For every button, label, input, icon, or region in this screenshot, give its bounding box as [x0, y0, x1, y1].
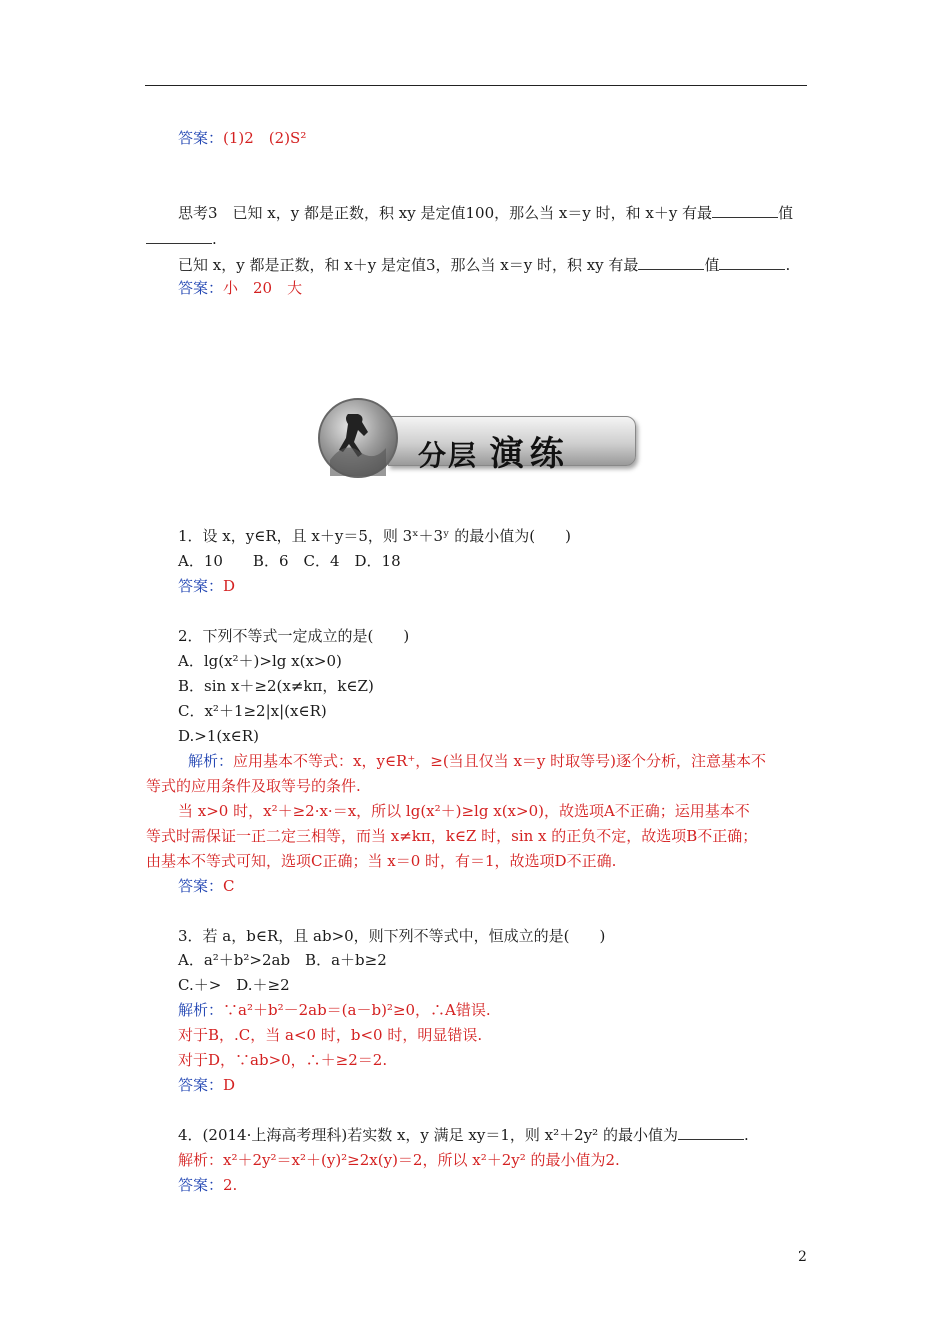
q1-options: A．10 B．6 C．4 D．18: [178, 552, 401, 570]
q3-options-cd: C.＋> D.＋≥2: [178, 976, 290, 994]
q3-options-ab: A．a²＋b²>2ab B．a＋b≥2: [178, 951, 387, 969]
q3-stem: 3．若 a，b∈R，且 ab>0，则下列不等式中，恒成立的是( ): [178, 927, 606, 945]
q4-solution: 解析：x²＋2y²＝x²＋(y)²≥2x(y)＝2，所以 x²＋2y² 的最小值为2.: [178, 1151, 620, 1169]
fill-blank: [146, 229, 212, 244]
think3-line1: 思考3 已知 x，y 都是正数，积 xy 是定值100，那么当 x＝y 时，和 x＋y 有最 值: [178, 204, 794, 222]
fill-blank: [719, 255, 785, 270]
q2-option-a: A．lg(x²＋)>lg x(x>0): [178, 652, 342, 670]
q2-answer: 答案：C: [178, 877, 235, 895]
q1-stem: 1．设 x，y∈R，且 x＋y＝5，则 3ˣ＋3ʸ 的最小值为( ): [178, 527, 571, 545]
q2-option-d: D.>1(x∈R): [178, 727, 259, 745]
section-banner: [318, 398, 632, 476]
page-number: 2: [798, 1249, 807, 1265]
q3-solution-1: 解析：∵a²＋b²－2ab＝(a－b)²≥0，∴A错误.: [178, 1001, 491, 1019]
q2-solution-1: 解析：应用基本不等式：x，y∈R⁺，≥(当且仅当 x＝y 时取等号)逐个分析，注意基本不: [188, 752, 767, 770]
q2-stem: 2．下列不等式一定成立的是( ): [178, 627, 410, 645]
fill-blank: [678, 1125, 744, 1140]
header-rule: [145, 85, 807, 86]
q2-solution-5: 由基本不等式可知，选项C正确；当 x＝0 时，有＝1，故选项D不正确.: [146, 852, 617, 870]
q4-stem: 4．(2014·上海高考理科)若实数 x，y 满足 xy＝1，则 x²＋2y² 的最小值为 .: [178, 1126, 749, 1144]
fill-blank: [712, 203, 778, 218]
banner-title: 分层 演练: [418, 434, 570, 474]
q2-solution-2: 等式的应用条件及取等号的条件.: [146, 777, 361, 795]
q3-answer: 答案：D: [178, 1076, 236, 1094]
q2-solution-4: 等式时需保证一正二定三相等，而当 x≠kπ，k∈Z 时，sin x 的正负不定，故选项B不正确；: [146, 827, 758, 845]
q2-solution-3: 当 x>0 时，x²＋≥2·x·＝x，所以 lg(x²＋)≥lg x(x>0)，故选项A不正确；运用基本不: [178, 802, 750, 820]
fill-blank: [638, 255, 704, 270]
q2-option-c: C．x²＋1≥2|x|(x∈R): [178, 702, 327, 720]
q1-answer: 答案：D: [178, 577, 236, 595]
q3-solution-2: 对于B，.C，当 a<0 时，b<0 时，明显错误.: [178, 1026, 483, 1044]
climber-emblem-icon: [318, 398, 398, 478]
q4-answer: 答案：2.: [178, 1176, 238, 1194]
answer-top: 答案：(1)2 (2)S²: [178, 129, 307, 147]
think3-answer: 答案：小 20 大: [178, 279, 303, 297]
think3-line2: .: [146, 229, 217, 249]
think3-line3: 已知 x，y 都是正数，和 x＋y 是定值3，那么当 x＝y 时，积 xy 有最 值 .: [178, 256, 791, 274]
q2-option-b: B．sin x＋≥2(x≠kπ，k∈Z): [178, 677, 374, 695]
q3-solution-3: 对于D，∵ab>0，∴＋≥2＝2.: [178, 1051, 388, 1069]
